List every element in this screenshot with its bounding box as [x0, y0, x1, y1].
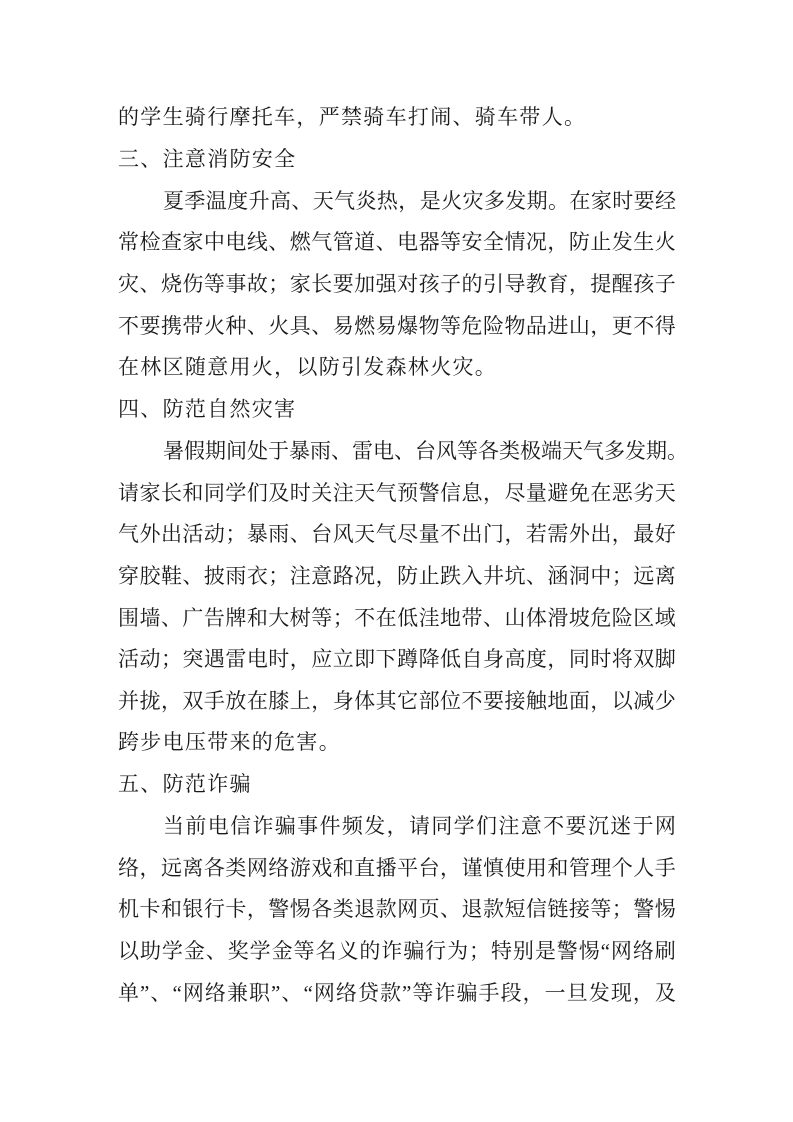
text-line: 暑 假 期 间 处 于 暴 雨 、 雷 电 、 台 风 等 各 类 极 端 天 气 多 发 期 。 — [163, 438, 688, 463]
text-line: 围 墙 、 广 告 牌 和 大 树 等 ； 不 在 低 洼 地 带 、 山 体 滑 坡 危 险 区 域 — [118, 605, 676, 630]
text-line: 常 检 查 家 中 电 线 、 燃 气 管 道 、 电 器 等 安 全 情 况 ， 防 止 发 生 火 — [118, 230, 676, 255]
section-heading: 五、防范诈骗 — [118, 772, 252, 796]
text-line: 灾 、 烧 伤 等 事 故 ； 家 长 要 加 强 对 孩 子 的 引 导 教 育 ， 提 醒 孩 子 — [118, 272, 676, 297]
text-line: 夏 季 温 度 升 高 、 天 气 炎 热 ， 是 火 灾 多 发 期 。 在 家 时 要 经 — [163, 188, 676, 213]
text-line: 当 前 电 信 诈 骗 事 件 频 发 ， 请 同 学 们 注 意 不 要 沉 迷 于 网 — [163, 814, 676, 839]
text-line: 络 ， 远 离 各 类 网 络 游 戏 和 直 播 平 台 ， 谨 慎 使 用 和 管 理 个 人 手 — [118, 855, 676, 880]
text-line: 跨步电压带来的危害。 — [118, 730, 341, 755]
text-line: 不 要 携 带 火 种 、 火 具 、 易 燃 易 爆 物 等 危 险 物 品 进 山 ， 更 不 得 — [118, 313, 676, 338]
text-line: 并 拢 ， 双 手 放 在 膝 上 ， 身 体 其 它 部 位 不 要 接 触 地 面 ， 以 减 少 — [118, 688, 676, 713]
text-line: 机 卡 和 银 行 卡 ， 警 惕 各 类 退 款 网 页 、 退 款 短 信 链 接 等 ； 警 惕 — [118, 897, 676, 922]
text-line: 穿 胶 鞋 、 披 雨 衣 ； 注 意 路 况 ， 防 止 跌 入 井 坑 、 涵 洞 中 ； 远 离 — [118, 563, 676, 588]
section-heading: 四、防范自然灾害 — [118, 396, 297, 421]
text-line: 请 家 长 和 同 学 们 及 时 关 注 天 气 预 警 信 息 ， 尽 量 避 免 在 恶 劣 天 — [118, 480, 676, 505]
text-line: 以 助 学 金 、 奖 学 金 等 名 义 的 诈 骗 行 为 ； 特 别 是 警 惕 “ 网 络 刷 — [118, 939, 676, 964]
text-line: 单 ” 、 “ 网 络 兼 职 ” 、 “ 网 络 贷 款 ” 等 诈 骗 手 段 ， 一 旦 发 现 ， 及 — [118, 980, 676, 1005]
text-line: 的学生骑行摩托车，严禁骑车打闹、骑车带人。 — [118, 105, 587, 129]
text-line: 在林区随意用火，以防引发森林火灾。 — [118, 355, 498, 380]
document-lines — [118, 97, 688, 1014]
text-line: 气 外 出 活 动 ； 暴 雨 、 台 风 天 气 尽 量 不 出 门 ， 若 需 外 出 ， 最 好 — [118, 522, 676, 547]
text-line: 活 动 ； 突 遇 雷 电 时 ， 应 立 即 下 蹲 降 低 自 身 高 度 ， 同 时 将 双 脚 — [118, 647, 676, 672]
section-heading: 三、注意消防安全 — [118, 146, 297, 171]
